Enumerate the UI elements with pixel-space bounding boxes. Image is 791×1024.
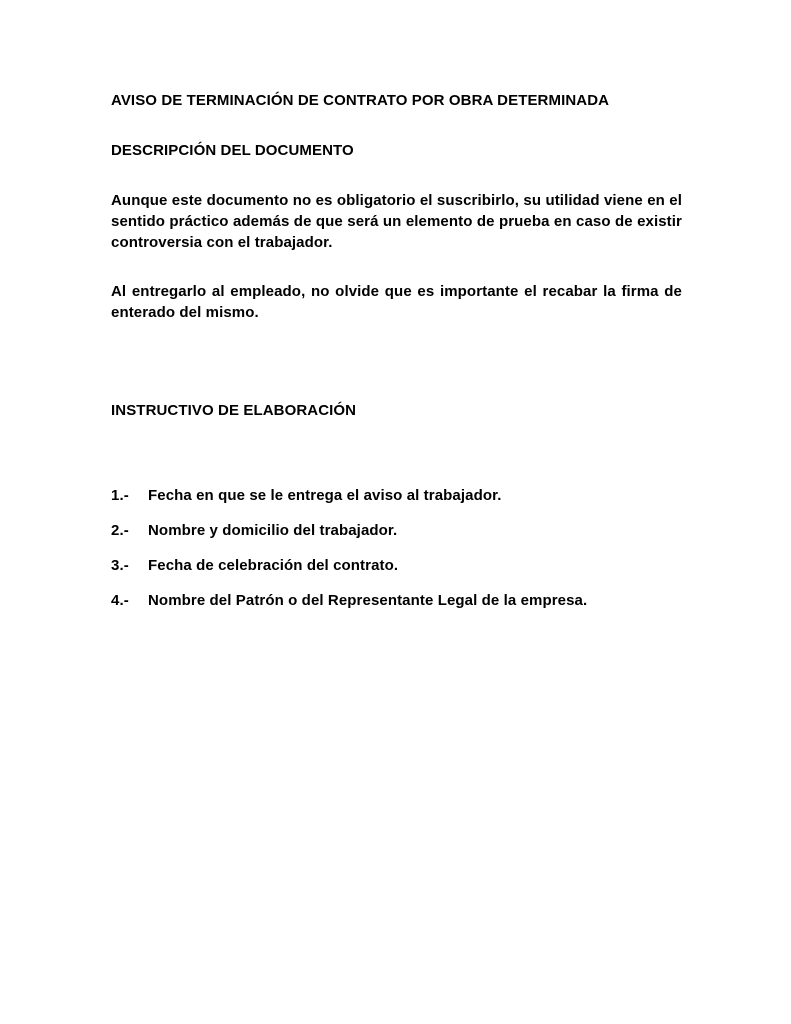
document-title: AVISO DE TERMINACIÓN DE CONTRATO POR OBRA DETERMINADA: [111, 92, 610, 109]
spacer: [111, 450, 682, 485]
list-item-number: 4.-: [111, 592, 129, 609]
list-item-text: Fecha de celebración del contrato.: [148, 557, 399, 574]
document-content: [111, 90, 682, 611]
description-paragraph-1: Aunque este documento no es obligatorio el suscribirlo, su utilidad viene en el sentido práctico además de que será un elemento de prueba en caso de existir controversia con el trabajador.: [111, 192, 682, 251]
list-item: [111, 485, 682, 506]
list-item-text: Nombre del Patrón o del Representante Legal de la empresa.: [148, 592, 588, 609]
description-heading: DESCRIPCIÓN DEL DOCUMENTO: [111, 142, 354, 159]
instructions-heading: INSTRUCTIVO DE ELABORACIÓN: [111, 402, 357, 419]
list-item: [111, 555, 682, 576]
list-item-text: Nombre y domicilio del trabajador.: [148, 522, 398, 539]
list-item: [111, 590, 682, 611]
spacer: [111, 323, 682, 400]
list-item-text: Fecha en que se le entrega el aviso al trabajador.: [148, 487, 502, 504]
list-item: [111, 520, 682, 541]
description-paragraph-2: Al entregarlo al empleado, no olvide que es importante el recabar la firma de enterado del mismo.: [111, 283, 682, 321]
list-item-number: 2.-: [111, 522, 129, 539]
list-item-number: 1.-: [111, 487, 129, 504]
instruction-list: [111, 485, 682, 611]
list-item-number: 3.-: [111, 557, 129, 574]
